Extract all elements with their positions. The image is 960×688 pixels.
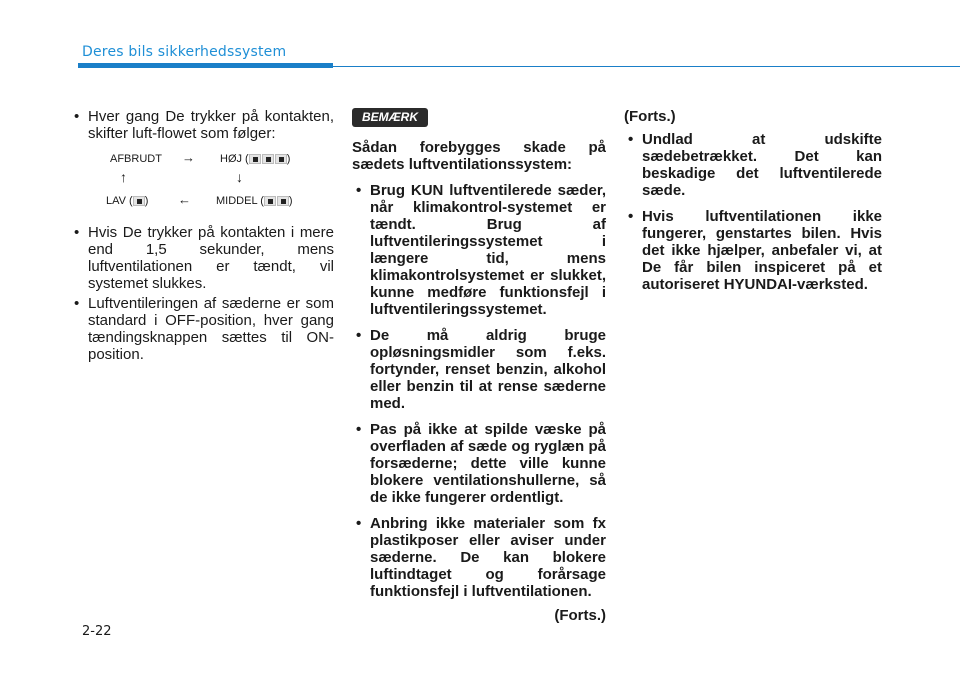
section-header: Deres bils sikkerhedssystem bbox=[82, 44, 287, 60]
label-middel: MIDDEL ( ) bbox=[216, 195, 293, 207]
airflow-diagram bbox=[70, 145, 334, 215]
column-2 bbox=[352, 108, 606, 624]
arrow-up: ↑ bbox=[120, 169, 127, 185]
note-bullet-3: • Pas på ikke at spilde væske på overfladen af sæde og ryglæn på forsæderne; dette ville kunne blokere ventilationshullerne, så de ikke fungerer ordentligt. bbox=[352, 421, 606, 506]
column-3 bbox=[624, 108, 882, 293]
arrow-right: → bbox=[182, 150, 195, 165]
level-3-icon bbox=[249, 154, 287, 164]
bullet-default-off: • Luftventileringen af sæderne er som standard i OFF-position, hver gang tændingsknappen sættes til ON-position. bbox=[70, 295, 334, 363]
column-1 bbox=[70, 108, 334, 363]
header-bar-thin bbox=[333, 66, 960, 67]
continued-heading: (Forts.) bbox=[624, 108, 676, 125]
label-lav: LAV ( ) bbox=[106, 195, 149, 207]
note-badge: BEMÆRK bbox=[352, 108, 428, 127]
continued-label: (Forts.) bbox=[554, 607, 606, 624]
bullet-airflow-cycle: • Hver gang De trykker på kontakten, skifter luft-flowet som følger: bbox=[70, 108, 334, 142]
note-bullet-4: • Anbring ikke materialer som fx plastikposer eller aviser under sæderne. De kan blokere luftindtaget og forårsage funktionsfejl i luftventilationen. bbox=[352, 515, 606, 600]
arrow-left: ← bbox=[178, 192, 191, 207]
note-bullet-5: • Undlad at udskifte sædebetrækket. Det kan beskadige det luftventilerede sæde. bbox=[624, 131, 882, 199]
page-number: 2-22 bbox=[82, 624, 112, 639]
arrow-down: ↓ bbox=[236, 169, 243, 185]
bullet-long-press: • Hvis De trykker på kontakten i mere end 1,5 sekunder, mens luftventilationen er tændt, vil systemet slukkes. bbox=[70, 224, 334, 292]
header-bar-thick bbox=[78, 63, 333, 68]
note-bullet-6: • Hvis luftventilationen ikke fungerer, genstartes bilen. Hvis det ikke hjælper, anbefaler vi, at De får bilen inspiceret på et autoriseret HYUNDAI-værksted. bbox=[624, 208, 882, 293]
level-2-icon bbox=[264, 196, 289, 206]
level-1-icon bbox=[133, 196, 145, 206]
label-afbrudt: AFBRUDT bbox=[110, 153, 162, 165]
note-bullet-2: • De må aldrig bruge opløsningsmidler som f.eks. fortynder, renset benzin, alkohol eller benzin til at rense sæderne med. bbox=[352, 327, 606, 412]
note-intro: Sådan forebygges skade på sædets luftventilationssystem: bbox=[352, 139, 606, 173]
label-hoj: HØJ ( ) bbox=[220, 153, 291, 165]
note-bullet-1: • Brug KUN luftventilerede sæder, når klimakontrol-systemet er tændt. Brug af luftventileringssystemet i længere tid, mens klimakontrolsystemet er slukket, kunne medføre funktionsfejl i luftventileringssystemet. bbox=[352, 182, 606, 318]
